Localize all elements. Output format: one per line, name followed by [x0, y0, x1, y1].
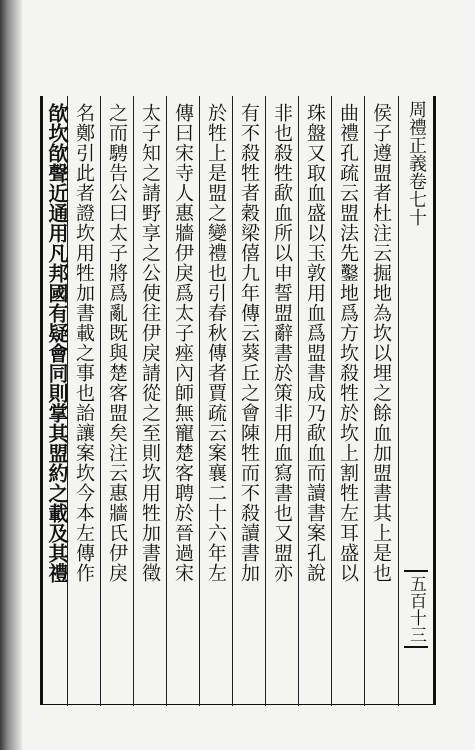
column-rule — [133, 96, 134, 706]
column-rule — [232, 96, 233, 706]
column-rule — [364, 96, 365, 706]
column-rule — [166, 96, 167, 706]
text-column-1: 侯子遵盟者杜注云掘地為坎以埋之餘血加盟書其上是也 — [370, 103, 392, 583]
column-rule — [298, 96, 299, 706]
column-rule — [100, 96, 101, 706]
text-column-5: 有不殺牲者穀梁僖九年傳云葵丘之會陳牲而不殺讀書加 — [238, 103, 260, 583]
title-strip — [404, 100, 428, 700]
column-rule — [265, 96, 266, 706]
text-column-7: 傳曰宋寺人惠牆伊戾爲太子痤內師無寵楚客聘於晉過宋 — [172, 103, 194, 583]
text-column-2: 曲禮孔疏云盟法先鑿地爲方坎殺牲於坎上割牲左耳盛以 — [337, 103, 359, 583]
text-column-4: 非也殺牲歃血所以申誓盟辭書於策非用血寫書也又盟亦 — [271, 103, 293, 583]
text-column-6: 於牲上是盟之變禮也引春秋傳者賈疏云案襄二十六年左 — [205, 103, 227, 583]
column-rule — [398, 96, 399, 706]
page-edge-shadow — [0, 0, 22, 750]
text-column-8: 太子知之請野享之公使往伊戾請從之至則坎用牲加書徵 — [139, 103, 161, 583]
column-rule — [331, 96, 332, 706]
text-column-11: 欿坎欿聲近通用凡邦國有疑會同則掌其盟約之載及其禮 — [45, 103, 69, 583]
text-column-3: 珠盤又取血盛以玉敦用血爲盟書成乃歃血而讀書案孔說 — [304, 103, 326, 583]
text-column-10: 名鄭引此者證坎用牲加書載之事也詒讓案坎今本左傳作 — [73, 103, 95, 583]
column-rule — [199, 96, 200, 706]
volume-title: 周禮正義卷七十 — [406, 100, 427, 226]
text-column-9: 之而騁告公曰太子將爲亂既與楚客盟矣注云惠牆氏伊戾 — [106, 103, 128, 583]
page-number: 五百十三 — [404, 570, 428, 648]
